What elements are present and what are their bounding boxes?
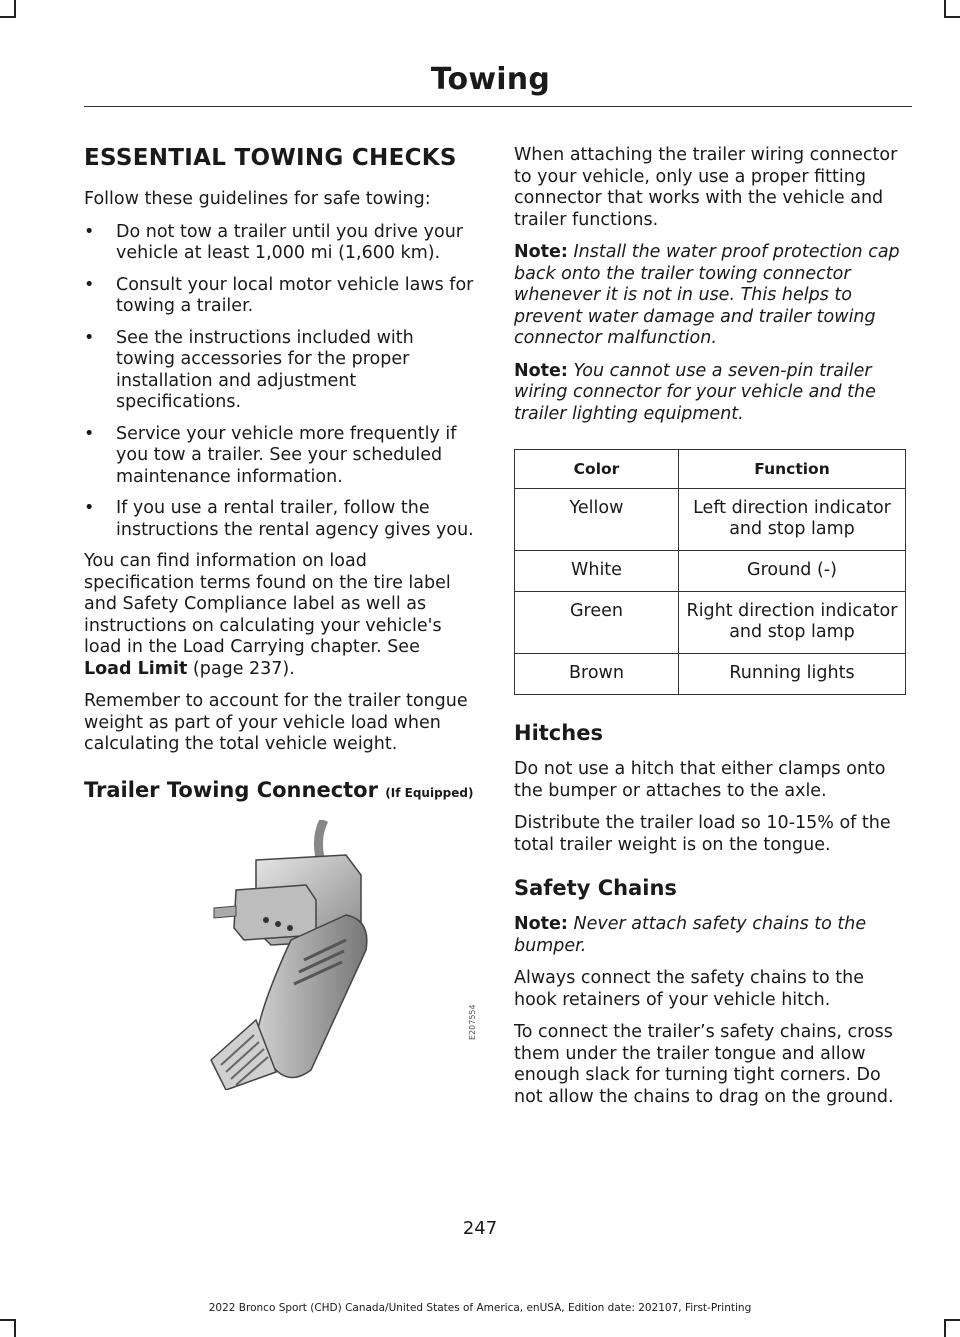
table-cell: Running lights [679,654,906,695]
list-item: • See the instructions included with towing accessories for the proper installation and adjustment specifications. [84,327,414,412]
table-cell: Brown [515,654,679,695]
bullet: • [84,498,95,518]
crop-mark [14,1319,16,1337]
bullet: • [84,274,95,295]
header-rule [84,106,912,107]
chains-paragraph: Always connect the safety chains to the hook retainers of your vehicle hitch. [514,968,864,1010]
list-item: • Do not tow a trailer until you drive your vehicle at least 1,000 mi (1,600 km). [84,221,463,263]
safety-chains-heading: Safety Chains [514,876,677,900]
bullet: • [84,221,95,242]
crop-mark [944,1319,946,1337]
hitches-load-paragraph: Distribute the trailer load so 10-15% of the total trailer weight is on the tongue. [514,813,891,855]
note-chains: Note: Never attach safety chains to the bumper. [514,914,867,956]
footer-text: 2022 Bronco Sport (CHD) Canada/United States of America, enUSA, Edition date: 202107, First-Printing [208,1302,752,1314]
connector-paragraph: When attaching the trailer wiring connector to your vehicle, only use a proper fitting connector that works with the vehicle and trailer functions. [514,145,898,230]
section-heading: ESSENTIAL TOWING CHECKS [84,145,457,171]
crop-mark [0,16,16,18]
page-title: Towing [430,62,550,97]
if-equipped-note: (If Equipped) [385,785,474,800]
crop-mark [944,1319,960,1321]
load-paragraph: You can find information on load specification terms found on the tire label and Safety Compliance label as well as instructions on calculating your vehicle's load in the Load Carrying chapter. See Load Limit (page 237). [84,551,451,679]
connector-function-table [514,449,906,695]
list-item: • If you use a rental trailer, follow the instructions the rental agency gives you. [84,498,474,540]
table-cell: Ground (-) [679,551,906,592]
table-row [515,592,906,654]
table-cell: White [515,551,679,592]
column-header: Function [679,450,906,489]
intro-paragraph: Follow these guidelines for safe towing: [84,189,431,209]
trailer-connector-illustration [196,820,476,1090]
table-cell: Left direction indicator and stop lamp [679,489,906,551]
table-cell: Green [515,592,679,654]
table-row [515,489,906,551]
connector-heading: Trailer Towing Connector (If Equipped) [84,777,474,802]
note-waterproof: Note: Install the water proof protection cap back onto the trailer towing connector whenever it is not in use. This helps to prevent water damage and trailer towing connector malfunction. [514,242,900,348]
table-row [515,551,906,592]
table-header-row [515,450,906,489]
bullet: • [84,423,95,444]
left-column [84,145,476,816]
hitches-paragraph: Do not use a hitch that either clamps onto the bumper or attaches to the axle. [514,759,886,801]
crop-mark [0,1319,16,1321]
bullet: • [84,327,95,348]
table-cell: Right direction indicator and stop lamp [679,592,906,654]
crop-mark [944,16,960,18]
chains-cross-paragraph: To connect the trailer’s safety chains, cross them under the trailer tongue and allow enough slack for turning tight corners. Do not allow the chains to drag on the ground. [514,1022,894,1107]
right-column [514,145,906,1119]
table-cell: Yellow [515,489,679,551]
figure-code: E207554 [468,1004,477,1040]
load-limit-link[interactable]: Load Limit [84,658,188,679]
column-header: Color [515,450,679,489]
list-item: • Consult your local motor vehicle laws for towing a trailer. [84,274,474,316]
table-row [515,654,906,695]
hitches-heading: Hitches [514,721,603,745]
note-seven-pin: Note: You cannot use a seven-pin trailer wiring connector for your vehicle and the trailer lighting equipment. [514,360,876,424]
page-number: 247 [462,1218,498,1239]
list-item: • Service your vehicle more frequently if you tow a trailer. See your scheduled maintenance information. [84,423,457,487]
guidelines-list [84,222,476,542]
tongue-paragraph: Remember to account for the trailer tongue weight as part of your vehicle load when calculating the total vehicle weight. [84,691,468,754]
